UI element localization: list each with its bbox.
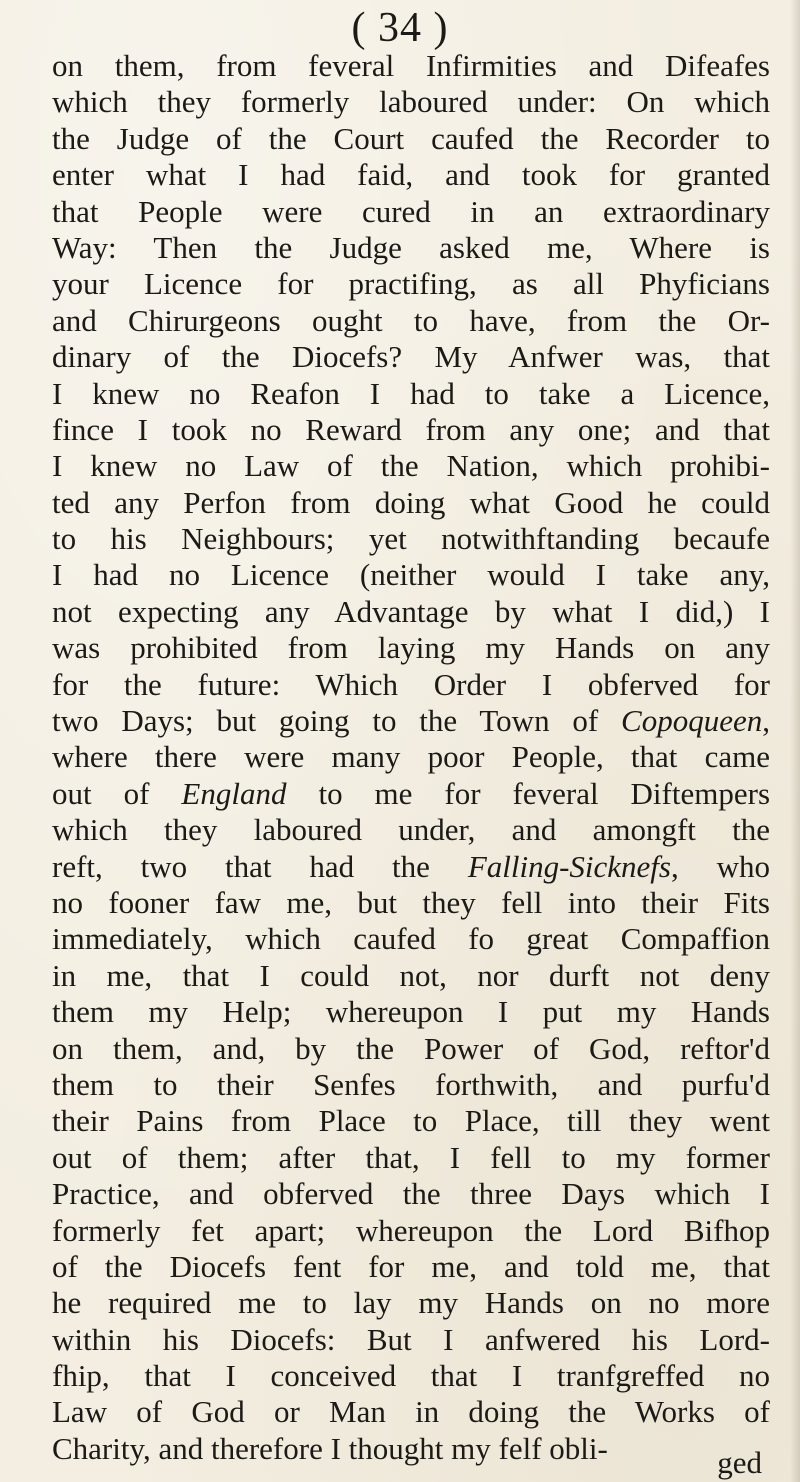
text-segment: dinary of the Diocefs? My Anfwer was, that bbox=[52, 339, 770, 375]
text-line bbox=[52, 48, 770, 84]
text-segment: their Pains from Place to Place, till they went bbox=[52, 1103, 770, 1139]
italic-text: England bbox=[181, 775, 287, 811]
text-segment: on them, and, by the Power of God, reftor'd bbox=[52, 1030, 770, 1066]
text-line bbox=[52, 521, 770, 557]
text-line bbox=[52, 921, 770, 957]
text-line bbox=[52, 667, 770, 703]
text-segment: fince I took no Reward from any one; and that bbox=[52, 411, 770, 447]
italic-text: Copoqueen bbox=[621, 703, 763, 739]
text-line bbox=[52, 557, 770, 593]
text-line bbox=[52, 739, 770, 775]
text-line bbox=[52, 812, 770, 848]
text-segment: and Chirurgeons ought to have, from the Or- bbox=[52, 302, 770, 338]
text-line bbox=[52, 448, 770, 484]
text-line bbox=[52, 157, 770, 193]
text-line bbox=[52, 1431, 770, 1467]
text-line bbox=[52, 594, 770, 630]
text-segment: Way: Then the Judge asked me, Where is bbox=[52, 229, 770, 265]
text-line bbox=[52, 1140, 770, 1176]
text-segment: them my Help; whereupon I put my Hands bbox=[52, 994, 770, 1030]
text-segment: within his Diocefs: But I anfwered his Lord- bbox=[52, 1321, 770, 1357]
italic-text: Falling-Sicknefs bbox=[467, 848, 671, 884]
text-line bbox=[52, 1285, 770, 1321]
text-line bbox=[52, 1067, 770, 1103]
text-segment: formerly fet apart; whereupon the Lord Bifhop bbox=[52, 1212, 770, 1248]
text-segment: to his Neighbours; yet notwithftanding becaufe bbox=[52, 521, 770, 557]
page-number: ( 34 ) bbox=[351, 5, 449, 51]
text-segment: I had no Licence (neither would I take any, bbox=[52, 557, 770, 593]
text-line bbox=[52, 194, 770, 230]
text-segment: fhip, that I conceived that I tranfgreffed no bbox=[52, 1358, 770, 1394]
text-line bbox=[52, 1394, 770, 1430]
text-segment: them to their Senfes forthwith, and purfu'd bbox=[52, 1066, 770, 1102]
text-segment: to me for feveral Diftempers bbox=[286, 775, 771, 811]
text-segment: , bbox=[762, 703, 770, 739]
text-line bbox=[52, 849, 770, 885]
text-segment: out of bbox=[52, 775, 182, 811]
text-segment: , who bbox=[670, 848, 771, 884]
text-line bbox=[52, 1358, 770, 1394]
text-line bbox=[52, 230, 770, 266]
text-segment: of the Diocefs fent for me, and told me, that bbox=[52, 1248, 770, 1284]
text-line bbox=[52, 485, 770, 521]
text-line bbox=[52, 1031, 770, 1067]
text-line bbox=[52, 1176, 770, 1212]
text-segment: no fooner faw me, but they fell into their Fits bbox=[52, 884, 770, 920]
text-segment: which they laboured under, and amongft the bbox=[52, 812, 770, 848]
text-segment: immediately, which caufed fo great Compaffion bbox=[52, 921, 770, 957]
catchword: ged bbox=[717, 1445, 762, 1480]
text-segment: on them, from feveral Infirmities and Difeafes bbox=[52, 48, 770, 83]
text-segment: was prohibited from laying my Hands on any bbox=[52, 630, 770, 666]
text-segment: reft, two that had the bbox=[52, 848, 468, 884]
text-line bbox=[52, 703, 770, 739]
text-segment: I knew no Reafon I had to take a Licence, bbox=[52, 375, 770, 411]
text-segment: out of them; after that, I fell to my former bbox=[52, 1139, 770, 1175]
text-line bbox=[52, 630, 770, 666]
text-line bbox=[52, 1103, 770, 1139]
text-segment: two Days; but going to the Town of bbox=[52, 703, 622, 739]
text-segment: in me, that I could not, nor durft not deny bbox=[52, 957, 770, 993]
text-segment: enter what I had faid, and took for granted bbox=[52, 157, 770, 193]
text-segment: ted any Perfon from doing what Good he could bbox=[52, 484, 770, 520]
text-segment: he required me to lay my Hands on no more bbox=[52, 1285, 770, 1321]
text-segment: the Judge of the Court caufed the Recorder to bbox=[52, 120, 770, 156]
text-segment: Practice, and obferved the three Days which I bbox=[52, 1176, 770, 1212]
text-line bbox=[52, 1249, 770, 1285]
text-segment: your Licence for practifing, as all Phyficians bbox=[52, 266, 770, 302]
text-line bbox=[52, 266, 770, 302]
text-line bbox=[52, 958, 770, 994]
text-line bbox=[52, 376, 770, 412]
page-edge-shadow bbox=[790, 0, 800, 1482]
text-line bbox=[52, 885, 770, 921]
text-line bbox=[52, 776, 770, 812]
text-segment: for the future: Which Order I obferved for bbox=[52, 666, 770, 702]
text-line bbox=[52, 303, 770, 339]
text-line bbox=[52, 1322, 770, 1358]
text-line bbox=[52, 994, 770, 1030]
text-segment: I knew no Law of the Nation, which prohibi- bbox=[52, 448, 770, 484]
body-text bbox=[52, 48, 770, 1467]
text-segment: Law of God or Man in doing the Works of bbox=[52, 1394, 770, 1430]
text-segment: that People were cured in an extraordinary bbox=[52, 193, 770, 229]
text-line bbox=[52, 412, 770, 448]
text-line bbox=[52, 84, 770, 120]
text-segment: Charity, and therefore I thought my felf obli- bbox=[52, 1430, 608, 1466]
text-line bbox=[52, 121, 770, 157]
text-line bbox=[52, 339, 770, 375]
text-segment: where there were many poor People, that came bbox=[52, 739, 770, 775]
text-segment: which they formerly laboured under: On which bbox=[52, 84, 770, 120]
text-line bbox=[52, 1213, 770, 1249]
text-segment: not expecting any Advantage by what I did,) I bbox=[52, 593, 770, 629]
